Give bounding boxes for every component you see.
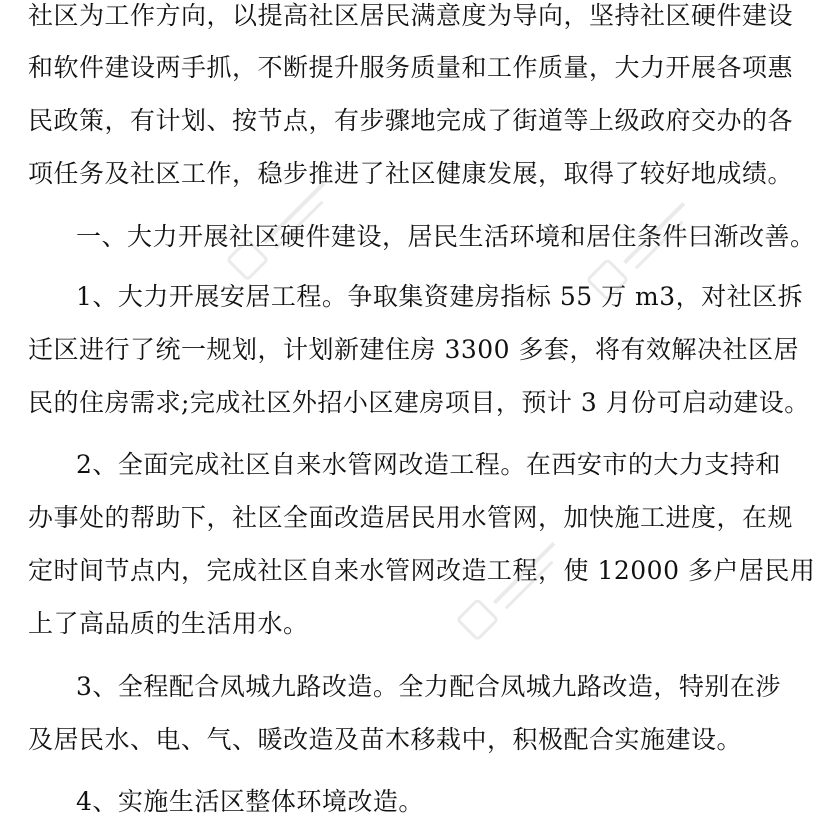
paragraph-line: 办事处的帮助下，社区全面改造居民用水管网，加快施工进度，在规 [28, 503, 794, 532]
paragraph-line: 及居民水、电、气、暖改造及苗木移栽中，积极配合实施建设。 [28, 725, 743, 754]
paragraph-line: 1、大力开展安居工程。争取集资建房指标 55 万 m3，对社区拆 [76, 282, 804, 311]
section-heading: 一、大力开展社区硬件建设，居民生活环境和居住条件曰渐改善。 [76, 222, 816, 251]
paragraph-line: 和软件建设两手抓，不断提升服务质量和工作质量，大力开展各项惠 [28, 53, 794, 82]
paragraph-line: 上了高品质的生活用水。 [28, 609, 309, 638]
paragraph-line: 项任务及社区工作，稳步推进了社区健康发展，取得了较好地成绩。 [28, 159, 794, 188]
paragraph-line: 民政策，有计划、按节点，有步骤地完成了街道等上级政府交办的各 [28, 106, 794, 135]
paragraph-line: 2、全面完成社区自来水管网改造工程。在西安市的大力支持和 [76, 450, 781, 479]
paragraph-line: 定时间节点内，完成社区自来水管网改造工程，使 12000 多户居民用 [28, 556, 816, 585]
paragraph-line: 迁区进行了统一规划，计划新建住房 3300 多套，将有效解决社区居 [28, 335, 800, 364]
paragraph-line: 3、全程配合凤城九路改造。全力配合凤城九路改造，特别在涉 [76, 672, 781, 701]
paragraph-line: 4、实施生活区整体环境改造。 [76, 787, 424, 816]
paragraph-line: 民的住房需求;完成社区外招小区建房项目，预计 3 月份可启动建设。 [28, 388, 810, 417]
paragraph-line: 社区为工作方向，以提高社区居民满意度为导向，坚持社区硬件建设 [28, 1, 794, 30]
